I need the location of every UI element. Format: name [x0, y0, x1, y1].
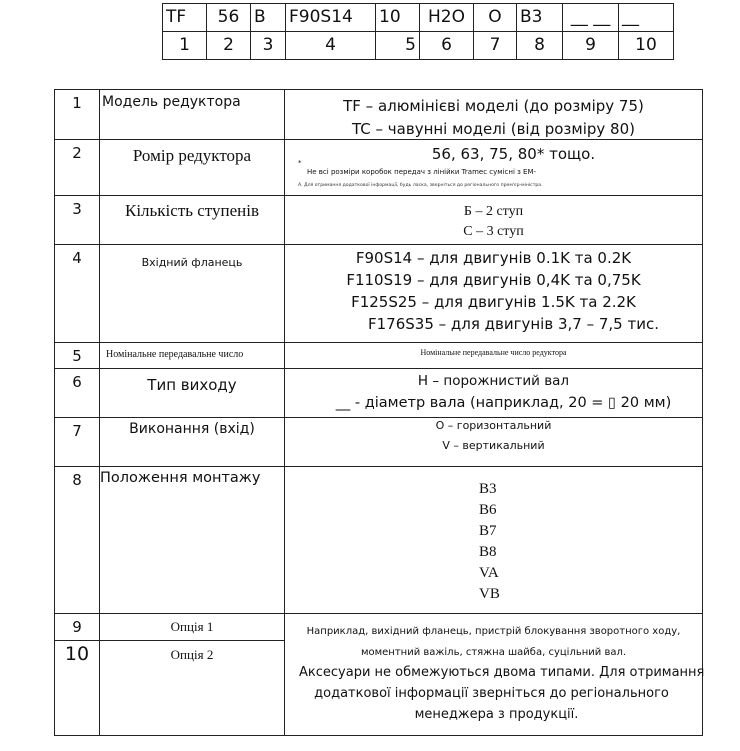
value-line: F125S25 – для двигунів 1.5K та 2.2K — [351, 293, 636, 311]
position-cell: 7 — [474, 32, 517, 60]
table-row — [55, 140, 703, 196]
value-line: Б – 2 ступ — [463, 204, 524, 219]
value-line: O – горизонтальний — [435, 419, 552, 432]
row-value-cell — [285, 343, 703, 369]
table-row — [55, 614, 703, 641]
row-number: 8 — [55, 467, 100, 614]
options-value-cell — [285, 614, 703, 736]
value-line: H – порожнистий вал — [417, 373, 570, 389]
code-row — [163, 4, 674, 32]
mounting-position: VA — [479, 565, 499, 581]
table-row — [55, 245, 703, 343]
row-label: Положення монтажу — [100, 470, 261, 486]
row-number: 6 — [55, 369, 100, 418]
position-cell: 9 — [563, 32, 619, 60]
mounting-position: B6 — [479, 502, 497, 518]
row-label: Виконання (вхід) — [129, 421, 255, 437]
footnote-line: Не всі розміри коробок передач з лінійки Tramec сумісні з EM- — [307, 168, 537, 176]
table-row — [55, 369, 703, 418]
position-cell: 1 — [163, 32, 207, 60]
options-line: менеджера з продукції. — [414, 707, 579, 722]
row-label: Вхідний фланець — [141, 256, 243, 269]
row-label: Ромір редуктора — [132, 146, 252, 165]
row-label: Номінальне передавальне число — [106, 349, 244, 360]
options-line: Аксесуари не обмежуються двома типами. Для отримання — [299, 665, 705, 680]
row-number: 4 — [55, 245, 100, 343]
table-row — [55, 90, 703, 140]
value-line: F176S35 – для двигунів 3,7 – 7,5 тис. — [368, 315, 659, 333]
model-code-table — [162, 3, 674, 60]
code-cell: B — [251, 4, 286, 32]
code-cell: F90S14 — [286, 4, 376, 32]
row-label: Тип виходу — [147, 376, 237, 394]
row-value-cell — [285, 418, 703, 467]
mounting-position-list — [285, 467, 702, 605]
options-line: моментний важіль, стяжна шайба, суцільний вал. — [360, 647, 627, 658]
position-cell: 10 — [619, 32, 674, 60]
row-label-cell — [100, 140, 285, 196]
code-cell: 10 — [376, 4, 420, 32]
specification-table — [54, 89, 703, 736]
code-cell: B3 — [517, 4, 563, 32]
footnote-line: A. Для отримання додаткової інформації, будь ласка, зверніться до регіонального прем'єр-міністра. — [298, 183, 543, 188]
position-cell: 4 — [286, 32, 376, 60]
row-label-cell — [100, 90, 285, 140]
position-cell: 6 — [420, 32, 474, 60]
mounting-position: VB — [479, 586, 500, 602]
row-value-cell — [285, 245, 703, 343]
code-cell: __ __ — [563, 4, 619, 32]
value-line: F90S14 – для двигунів 0.1K та 0.2K — [355, 249, 632, 267]
row-label-cell — [100, 245, 285, 343]
value-line: Номінальне передавальне число редуктора — [420, 348, 567, 357]
mounting-position: B7 — [479, 523, 497, 539]
options-line: Наприклад, вихідний фланець, пристрій блокування зворотного ходу, — [306, 626, 681, 637]
position-row — [163, 32, 674, 60]
code-cell: H2O — [420, 4, 474, 32]
value-line: С – 3 ступ — [463, 224, 524, 239]
row-label: Кількість ступенів — [125, 201, 259, 220]
code-cell: 56 — [207, 4, 251, 32]
row-label-cell — [100, 614, 285, 641]
row-number: 9 — [55, 614, 100, 641]
value-line: __ - діаметр вала (наприклад, 20 = ▯ 20 мм) — [335, 395, 672, 411]
row-value-cell — [285, 369, 703, 418]
row-number: 2 — [55, 140, 100, 196]
footnote-mark: * — [298, 159, 302, 167]
row-label: Опція 1 — [170, 619, 214, 634]
code-cell: O — [474, 4, 517, 32]
table-row — [55, 343, 703, 369]
row-label-cell — [100, 196, 285, 245]
row-value-cell — [285, 467, 703, 614]
mounting-position: B8 — [479, 544, 497, 560]
value-line: V – вертикальний — [442, 439, 545, 452]
table-row — [55, 418, 703, 467]
row-value-cell — [285, 140, 703, 196]
row-label-cell — [100, 369, 285, 418]
row-value-cell — [285, 90, 703, 140]
position-cell: 3 — [251, 32, 286, 60]
position-cell: 5 — [376, 32, 420, 60]
row-label: Модель редуктора — [102, 94, 241, 110]
value-line: F110S19 – для двигунів 0,4K та 0,75K — [346, 271, 641, 289]
row-number: 1 — [55, 90, 100, 140]
row-number: 5 — [55, 343, 100, 369]
row-value-cell — [285, 196, 703, 245]
row-number: 10 — [55, 641, 100, 736]
value-line: TC – чавунні моделі (від розміру 80) — [352, 120, 635, 138]
row-number: 7 — [55, 418, 100, 467]
mounting-position: B3 — [479, 481, 497, 497]
row-label-cell — [100, 641, 285, 736]
row-label: Опція 2 — [170, 647, 214, 662]
table-row — [55, 467, 703, 614]
code-cell: TF — [163, 4, 207, 32]
row-label-cell — [100, 343, 285, 369]
row-label-cell — [100, 467, 285, 614]
position-cell: 8 — [517, 32, 563, 60]
value-line: 56, 63, 75, 80* тощо. — [431, 145, 596, 163]
value-line: TF – алюмінієві моделі (до розміру 75) — [343, 97, 644, 115]
row-number: 3 — [55, 196, 100, 245]
table-row — [55, 196, 703, 245]
code-cell: __ — [619, 4, 674, 32]
row-label-cell — [100, 418, 285, 467]
options-line: додаткової інформації зверніться до регіонального — [314, 686, 669, 701]
position-cell: 2 — [207, 32, 251, 60]
